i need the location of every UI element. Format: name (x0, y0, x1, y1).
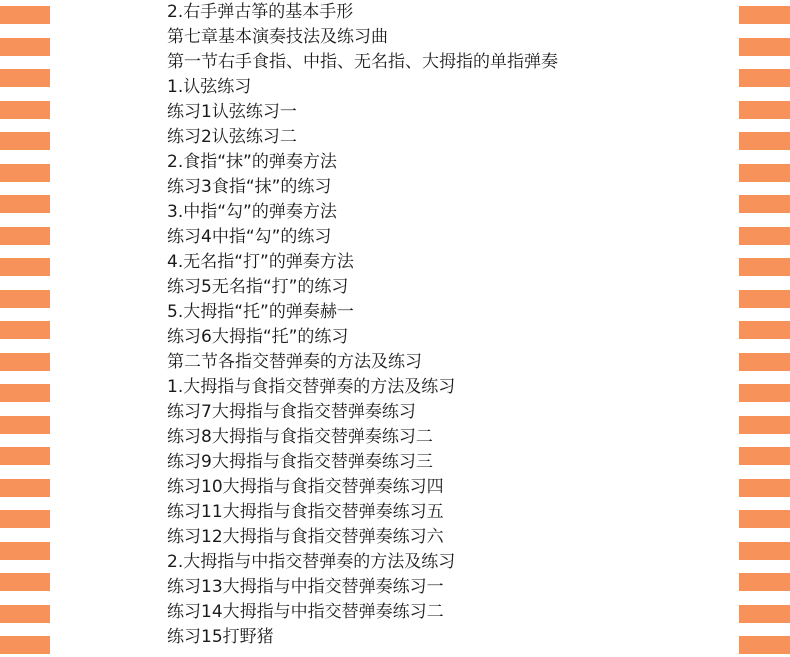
decorative-stripe (0, 479, 50, 497)
decorative-stripe (739, 6, 790, 24)
decorative-stripe (739, 636, 790, 654)
decorative-stripe (0, 573, 50, 591)
right-decorative-stripes (739, 0, 790, 657)
toc-line: 练习1认弦练习一 (167, 102, 297, 122)
toc-line: 2.右手弹古筝的基本手形 (167, 2, 354, 22)
toc-line: 4.无名指“打”的弹奏方法 (167, 252, 354, 272)
toc-line: 第二节各指交替弹奏的方法及练习 (167, 352, 422, 372)
decorative-stripe (0, 227, 50, 245)
decorative-stripe (0, 321, 50, 339)
decorative-stripe (739, 447, 790, 465)
toc-line: 练习5无名指“打”的练习 (167, 277, 349, 297)
decorative-stripe (0, 69, 50, 87)
toc-line: 第七章基本演奏技法及练习曲 (167, 27, 388, 47)
decorative-stripe (739, 132, 790, 150)
toc-line: 2.大拇指与中指交替弹奏的方法及练习 (167, 552, 456, 572)
toc-line: 练习3食指“抹”的练习 (167, 177, 332, 197)
decorative-stripe (739, 69, 790, 87)
decorative-stripe (739, 164, 790, 182)
decorative-stripe (0, 6, 50, 24)
decorative-stripe (0, 447, 50, 465)
decorative-stripe (739, 605, 790, 623)
decorative-stripe (0, 384, 50, 402)
toc-line: 练习15打野猪 (167, 627, 274, 647)
decorative-stripe (0, 416, 50, 434)
decorative-stripe (739, 38, 790, 56)
decorative-stripe (0, 605, 50, 623)
toc-line: 练习6大拇指“托”的练习 (167, 327, 349, 347)
decorative-stripe (739, 416, 790, 434)
toc-line: 第一节右手食指、中指、无名指、大拇指的单指弹奏 (167, 52, 558, 72)
decorative-stripe (739, 195, 790, 213)
toc-line: 练习14大拇指与中指交替弹奏练习二 (167, 602, 444, 622)
toc-line: 练习9大拇指与食指交替弹奏练习三 (167, 452, 433, 472)
decorative-stripe (0, 164, 50, 182)
decorative-stripe (739, 321, 790, 339)
toc-line: 5.大拇指“托”的弹奏赫一 (167, 302, 354, 322)
decorative-stripe (739, 479, 790, 497)
decorative-stripe (739, 384, 790, 402)
decorative-stripe (0, 38, 50, 56)
decorative-stripe (0, 542, 50, 560)
decorative-stripe (0, 195, 50, 213)
decorative-stripe (739, 573, 790, 591)
toc-line: 1.认弦练习 (167, 77, 252, 97)
decorative-stripe (0, 132, 50, 150)
decorative-stripe (739, 510, 790, 528)
toc-line: 练习10大拇指与食指交替弹奏练习四 (167, 477, 444, 497)
toc-line: 1.大拇指与食指交替弹奏的方法及练习 (167, 377, 456, 397)
toc-line: 2.食指“抹”的弹奏方法 (167, 152, 337, 172)
decorative-stripe (0, 353, 50, 371)
toc-line: 练习8大拇指与食指交替弹奏练习二 (167, 427, 433, 447)
decorative-stripe (0, 101, 50, 119)
toc-line: 练习11大拇指与食指交替弹奏练习五 (167, 502, 444, 522)
left-decorative-stripes (0, 0, 50, 657)
decorative-stripe (739, 542, 790, 560)
decorative-stripe (739, 227, 790, 245)
toc-line: 练习7大拇指与食指交替弹奏练习 (167, 402, 416, 422)
toc-line: 3.中指“勾”的弹奏方法 (167, 202, 337, 222)
toc-line: 练习4中指“勾”的练习 (167, 227, 332, 247)
toc-line: 练习13大拇指与中指交替弹奏练习一 (167, 577, 444, 597)
decorative-stripe (0, 636, 50, 654)
decorative-stripe (0, 510, 50, 528)
decorative-stripe (739, 258, 790, 276)
decorative-stripe (0, 290, 50, 308)
decorative-stripe (0, 258, 50, 276)
toc-line: 练习12大拇指与食指交替弹奏练习六 (167, 527, 444, 547)
decorative-stripe (739, 101, 790, 119)
toc-line: 练习2认弦练习二 (167, 127, 297, 147)
decorative-stripe (739, 353, 790, 371)
decorative-stripe (739, 290, 790, 308)
